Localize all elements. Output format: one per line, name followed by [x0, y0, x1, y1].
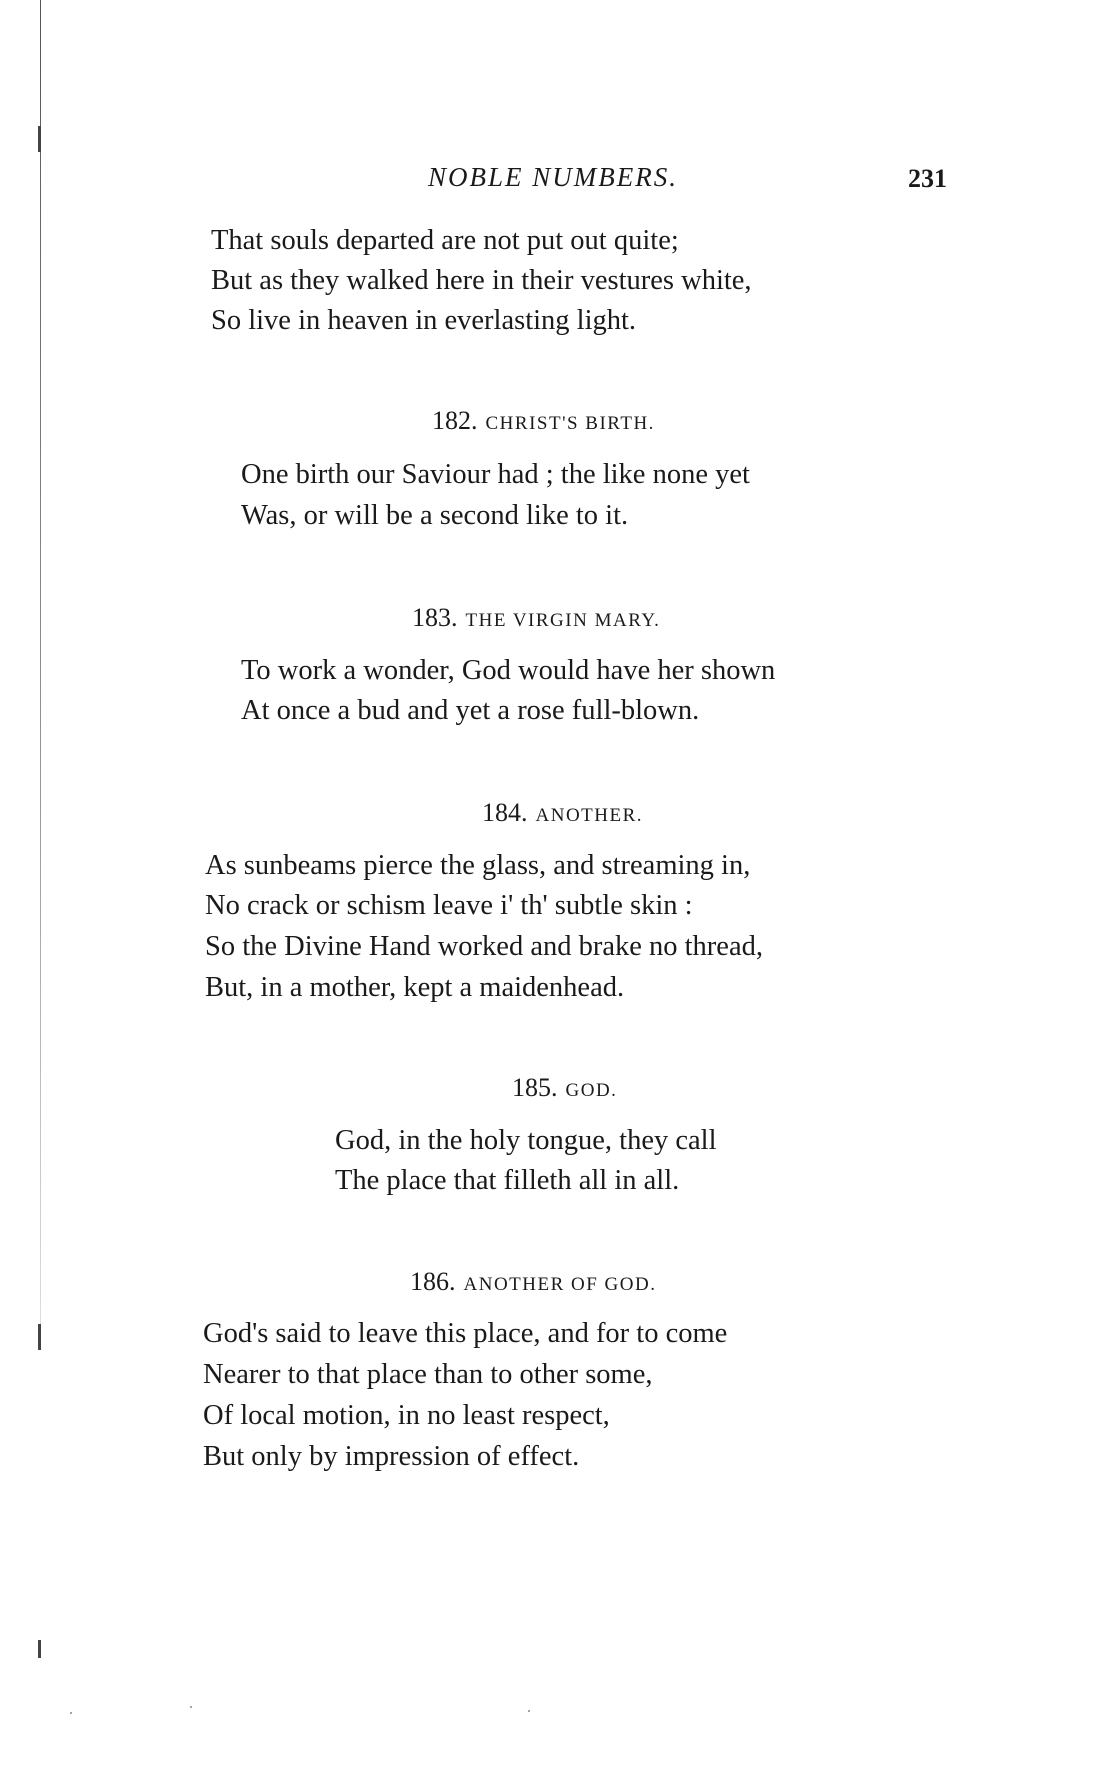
poem-line: At once a bud and yet a rose full-blown.: [241, 695, 700, 726]
poem-title: ANOTHER OF GOD.: [463, 1274, 657, 1295]
poem-title: THE VIRGIN MARY.: [465, 610, 661, 631]
poem-number: 183.: [412, 603, 458, 632]
poem-number: 185.: [512, 1073, 558, 1102]
poem-number: 184.: [482, 798, 528, 827]
poem-line: Nearer to that place than to other some,: [203, 1359, 653, 1390]
poem-heading: [412, 605, 660, 631]
scan-speck: [528, 1710, 530, 1712]
poem-title: CHRIST'S BIRTH.: [485, 413, 655, 434]
poem-heading: [410, 1269, 656, 1295]
binding-mark: [38, 1640, 41, 1658]
scan-speck: [190, 1706, 192, 1708]
poem-line: The place that filleth all in all.: [335, 1165, 680, 1196]
poem-number: 182.: [432, 406, 478, 435]
binding-mark: [38, 126, 41, 152]
poem-line: One birth our Saviour had ; the like none yet: [241, 459, 750, 490]
poem-heading: [482, 800, 643, 826]
scan-speck: [70, 1712, 72, 1714]
poem-line: But only by impression of effect.: [203, 1441, 580, 1472]
poem-line: God, in the holy tongue, they call: [335, 1125, 717, 1156]
binding-mark: [38, 1324, 41, 1350]
page-number: 231: [908, 164, 947, 193]
poem-line: So the Divine Hand worked and brake no thread,: [205, 931, 763, 962]
poem-line: To work a wonder, God would have her shown: [241, 655, 776, 686]
poem-line: But, in a mother, kept a maidenhead.: [205, 972, 625, 1003]
poem-line: That souls departed are not put out quite;: [211, 225, 679, 256]
poem-heading: [432, 408, 655, 434]
poem-line: As sunbeams pierce the glass, and streaming in,: [205, 850, 751, 881]
poem-title: GOD.: [565, 1080, 618, 1101]
poem-line: So live in heaven in everlasting light.: [211, 305, 637, 336]
poem-line: Was, or will be a second like to it.: [241, 500, 629, 531]
poem-line: But as they walked here in their vestures white,: [211, 265, 752, 296]
poem-line: No crack or schism leave i' th' subtle skin :: [205, 890, 693, 921]
poem-line: God's said to leave this place, and for to come: [203, 1318, 728, 1349]
poem-number: 186.: [410, 1267, 456, 1296]
page-binding-edge: [40, 0, 41, 1340]
poem-title: ANOTHER.: [535, 805, 644, 826]
running-title: NOBLE NUMBERS.: [428, 162, 678, 192]
poem-heading: [512, 1075, 617, 1101]
poem-line: Of local motion, in no least respect,: [203, 1400, 610, 1431]
